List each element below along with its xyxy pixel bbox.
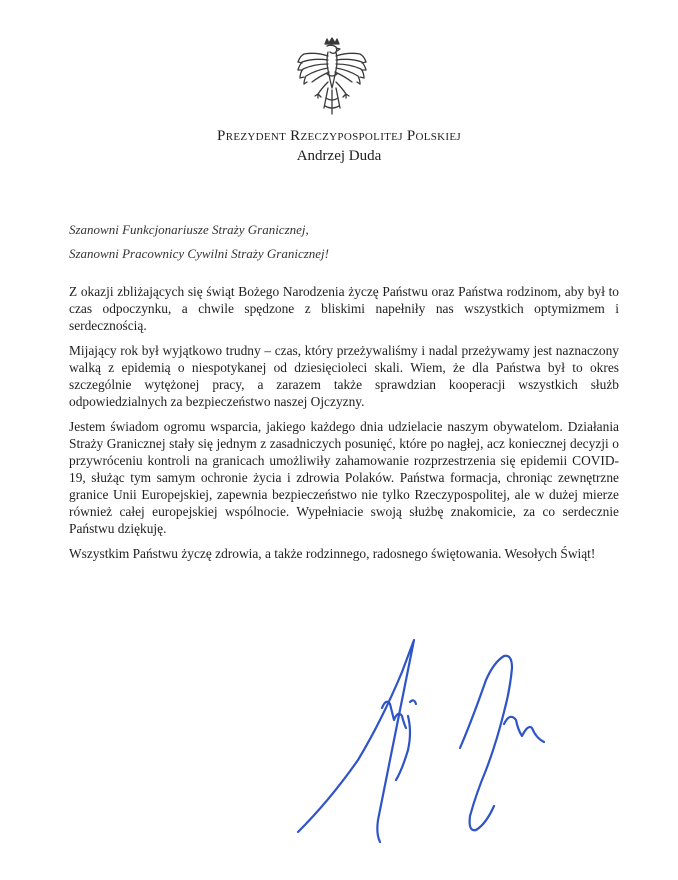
handwritten-signature xyxy=(290,620,570,860)
body-paragraph: Mijający rok był wyjątkowo trudny – czas, który przeżywaliśmy i nadal przeżywamy jest naznaczony walką z epidemią o niespotykanej od dziesięcioleci skali. Wiem, że dla Państwa był to okres szczególnie wytężonej pracy, a zarazem także sprawdzian kooperacji wszystkich służb odpowiedzialnych za bezpieczeństwo naszej Ojczyzny. xyxy=(69,343,619,409)
salutation xyxy=(69,218,629,266)
body-paragraph: Z okazji zbliżających się świąt Bożego Narodzenia życzę Państwu oraz Państwa rodzinom, aby był to czas odpoczynku, a chwile spędzone z bliskimi napełniły nas wszystkich optymizmem i serdecznością. xyxy=(69,284,619,333)
salutation-line: Szanowni Funkcjonariusze Straży Granicznej, xyxy=(69,222,309,237)
office-title: Prezydent Rzeczypospolitej Polskiej xyxy=(217,128,461,144)
eagle-emblem-icon xyxy=(294,36,370,120)
author-name: Andrzej Duda xyxy=(296,148,382,164)
letter-body xyxy=(69,283,619,570)
body-paragraph: Jestem świadom ogromu wsparcia, jakiego każdego dnia udzielacie naszym obywatelom. Działania Straży Granicznej stały się jednym z zasadniczych posunięć, które po nagłej, acz koniecznej decyzji o przywróceniu kontroli na granicach umożliwiły zahamowanie rozprzestrzenia się epidemii COVID-19, służąc tym samym ochronie życia i zdrowia Polaków. Państwa formacja, chroniąc zewnętrzne granice Unii Europejskiej, zapewnia bezpieczeństwo nie tylko Rzeczypospolitej, ale w dużej mierze również całej europejskiej wspólnocie. Wypełniacie swoją służbę znakomicie, za co serdecznie Państwu dziękuję. xyxy=(69,419,619,536)
salutation-line: Szanowni Pracownicy Cywilni Straży Granicznej! xyxy=(69,246,329,261)
body-paragraph: Wszystkim Państwu życzę zdrowia, a także rodzinnego, radosnego świętowania. Wesołych Świąt! xyxy=(69,546,596,561)
